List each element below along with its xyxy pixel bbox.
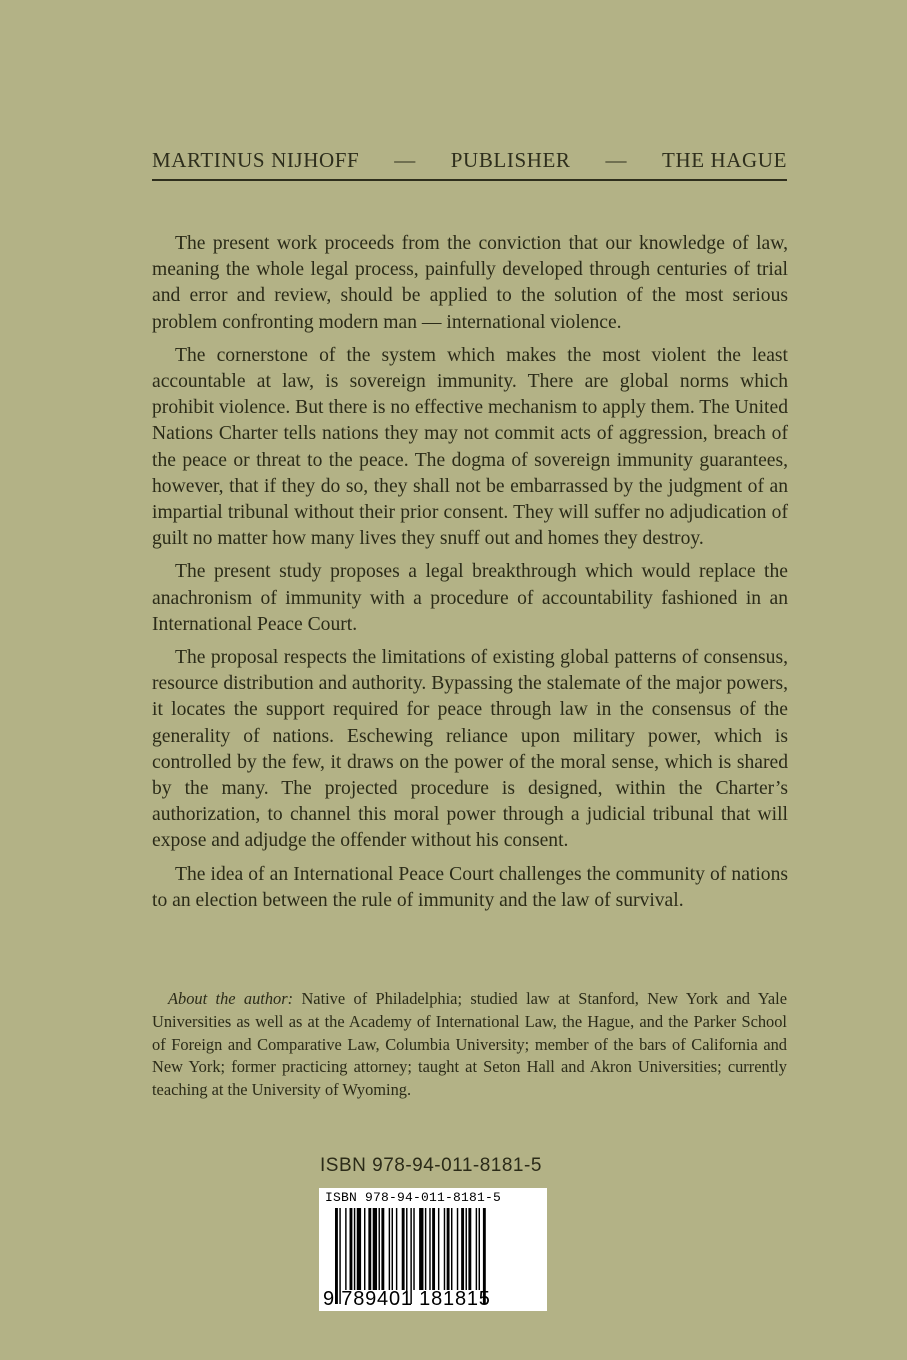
barcode-bar: [476, 1208, 477, 1290]
barcode-bar: [438, 1208, 439, 1290]
about-text: Native of Philadelphia; studied law at Stanford, New York and Yale Universities as well as at the Academy of International Law, the Hague, and the Parker School of Foreign and Comparative Law, Columbia University; member of the bars of California and New York; former practicing attorney; taught at Seton Hall and Akron Universities; currently teaching at the University of Wyoming.: [152, 989, 788, 1100]
barcode-digits: 9 789401 181815: [323, 1288, 491, 1310]
barcode-bar: [461, 1208, 464, 1290]
barcode-bar: [413, 1208, 414, 1290]
barcode-bar: [419, 1208, 423, 1290]
barcode-bar: [432, 1208, 435, 1290]
barcode-bar: [457, 1208, 458, 1290]
blurb-paragraph: The idea of an International Peace Court challenges the community of nations to an election between the rule of immunity and the law of survival.: [152, 863, 788, 911]
blurb: [152, 231, 788, 921]
isbn-barcode: [319, 1188, 547, 1311]
blurb-paragraph: The present work proceeds from the conviction that our knowledge of law, meaning the whole legal process, painfully developed through centuries of trial and error and review, should be applied to the solution of the most serious problem confronting modern man — international violence.: [152, 233, 788, 333]
barcode-bar: [444, 1208, 445, 1290]
barcode-bar: [425, 1208, 426, 1290]
barcode-bar: [381, 1208, 384, 1290]
barcode-bar: [368, 1208, 371, 1290]
about-the-author: [152, 988, 787, 1102]
publisher-role: PUBLISHER: [450, 148, 571, 172]
barcode-bar: [373, 1208, 377, 1290]
barcode-isbn-text: ISBN 978-94-011-8181-5: [325, 1190, 502, 1205]
publisher-header: [152, 148, 787, 173]
barcode-bar: [466, 1208, 467, 1290]
publisher-city: THE HAGUE: [662, 148, 787, 172]
barcode-bar: [364, 1208, 365, 1290]
header-dash-2: —: [605, 148, 628, 172]
header-divider: [152, 179, 787, 181]
barcode-bar: [479, 1208, 480, 1290]
barcode-bar: [392, 1208, 393, 1290]
barcode-bar: [350, 1208, 353, 1290]
barcode-bar: [389, 1208, 390, 1290]
barcode-bar: [396, 1208, 397, 1290]
header-dash-1: —: [394, 148, 416, 172]
about-label: About the author:: [168, 989, 294, 1008]
barcode-bar: [429, 1208, 430, 1290]
blurb-paragraph: The proposal respects the limitations of existing global patterns of consensus, resource distribution and authority. Bypassing the stalemate of the major powers, it locates the support required for peace through law in the consensus of the generality of nations. Eschewing reliance upon military power, which is controlled by the few, it draws on the power of the moral sense, which is shared by the many. The projected procedure is designed, within the Charter’s authorization, to channel this moral power through a judicial tribunal that will expose and adjudge the offender without his consent.: [152, 647, 788, 852]
barcode-bar: [402, 1208, 405, 1290]
barcode-bar: [447, 1208, 450, 1290]
blurb-paragraph: The present study proposes a legal breakthrough which would replace the anachronism of immunity with a procedure of accountability fashioned in an International Peace Court.: [152, 561, 788, 635]
barcode-bar: [354, 1208, 355, 1290]
publisher-name: MARTINUS NIJHOFF: [152, 148, 360, 172]
barcode-bar: [468, 1208, 471, 1290]
blurb-paragraph: The cornerstone of the system which makes the most violent the least accountable at law, is sovereign immunity. There are global norms which prohibit violence. But there is no effective mechanism to apply them. The United Nations Charter tells nations they may not commit acts of aggression, breach of the peace or threat to the peace. The dogma of sovereign immunity guarantees, however, that if they do so, they shall not be embarrassed by the judgment of an impartial tribunal without their prior consent. They will suffer no adjudication of guilt no matter how many lives they snuff out and homes they destroy.: [152, 344, 788, 550]
barcode-bar: [451, 1208, 452, 1290]
barcode-bar: [345, 1208, 346, 1290]
isbn-label: ISBN 978-94-011-8181-5: [320, 1155, 542, 1176]
barcode-bar: [357, 1208, 361, 1290]
barcode-bar: [379, 1208, 380, 1290]
